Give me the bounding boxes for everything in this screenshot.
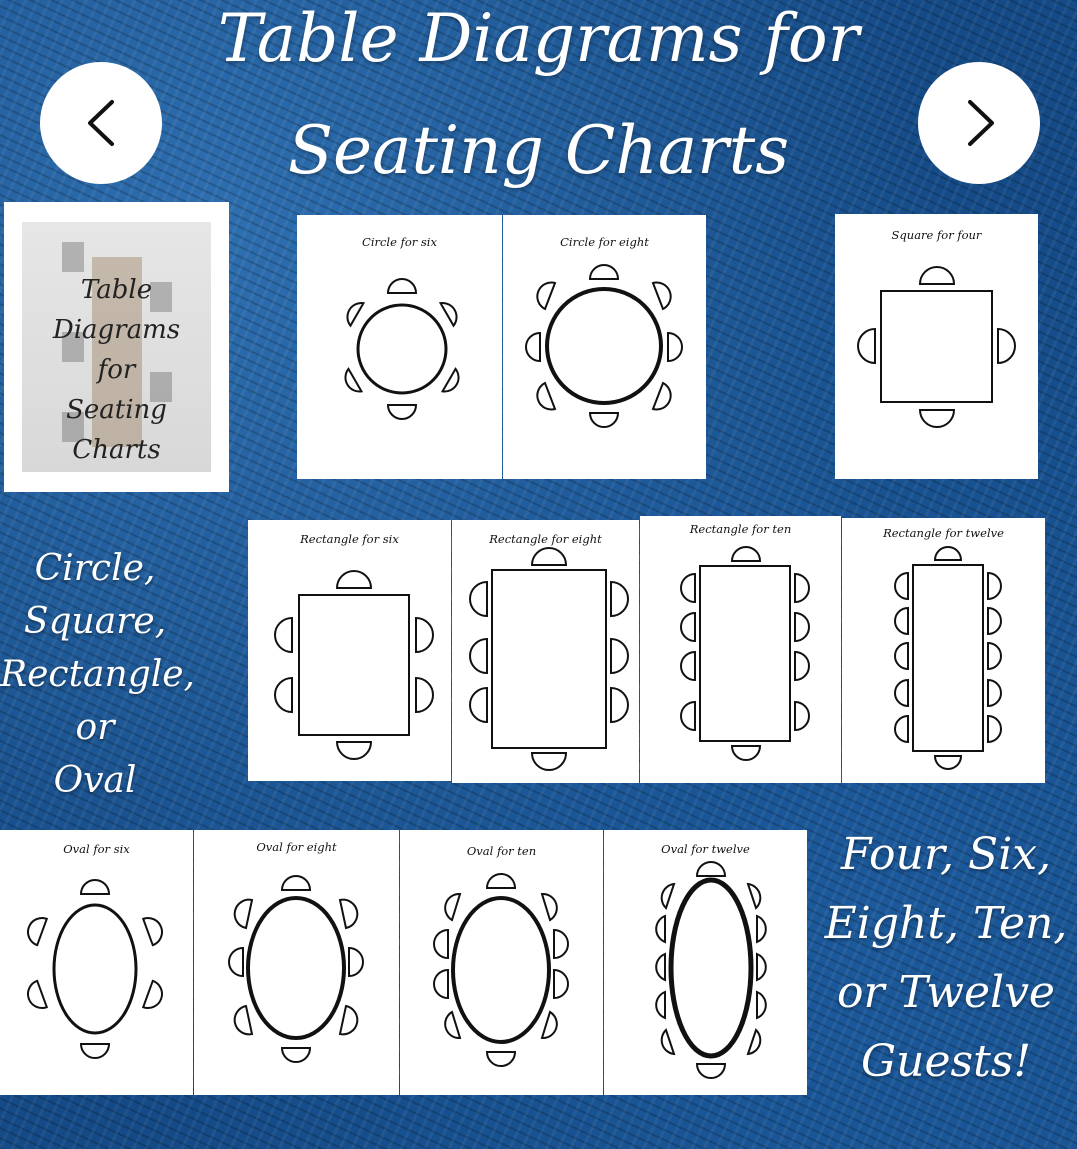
- guests-caption-line: or Twelve: [837, 967, 1055, 1018]
- shapes-caption-line: Rectangle,: [0, 654, 195, 695]
- card-label: Rectangle for eight: [489, 532, 602, 546]
- square-four-card: [835, 214, 1038, 479]
- card-label: Oval for eight: [256, 840, 337, 854]
- rectangle-ten-card: [640, 516, 841, 783]
- rectangle-ten-diagram: [640, 516, 841, 783]
- oval-six-card: [0, 830, 193, 1095]
- circle-eight-diagram: [503, 215, 706, 479]
- oval-eight-diagram: [194, 830, 399, 1095]
- guests-caption-line: Four, Six,: [840, 829, 1052, 880]
- circle-six-diagram: [297, 215, 502, 479]
- card-label: Circle for six: [362, 235, 437, 249]
- oval-twelve-diagram: [604, 830, 807, 1095]
- shapes-caption-line: or: [75, 707, 115, 748]
- cover-title-line: for: [97, 355, 136, 385]
- cover-title-line: Charts: [72, 435, 161, 465]
- next-button[interactable]: [918, 62, 1040, 184]
- oval-ten-card: [400, 830, 603, 1095]
- card-label: Square for four: [891, 228, 982, 242]
- card-label: Circle for eight: [560, 235, 649, 249]
- card-label: Rectangle for six: [300, 532, 399, 546]
- oval-ten-diagram: [400, 830, 603, 1095]
- guests-caption-line: Guests!: [860, 1036, 1032, 1087]
- cover-title-line: Table: [80, 275, 153, 305]
- card-label: Rectangle for twelve: [883, 526, 1004, 540]
- rectangle-eight-card: [452, 520, 639, 783]
- page-title-line-2: Seating Charts: [287, 112, 790, 189]
- card-label: Oval for six: [63, 842, 130, 856]
- circle-eight-card: [503, 215, 706, 479]
- card-label: Rectangle for ten: [689, 522, 792, 536]
- shapes-caption: [0, 542, 195, 807]
- rectangle-twelve-diagram: [842, 518, 1045, 783]
- cover-title: [22, 270, 211, 470]
- rectangle-eight-diagram: [452, 520, 639, 783]
- shapes-caption-line: Square,: [23, 601, 167, 642]
- cover-title-line: Diagrams: [52, 315, 181, 345]
- rectangle-six-diagram: [248, 520, 451, 781]
- card-label: Oval for twelve: [661, 842, 750, 856]
- oval-six-diagram: [0, 830, 193, 1095]
- guests-caption: [815, 820, 1077, 1096]
- shapes-caption-line: Oval: [53, 760, 137, 801]
- chevron-right-icon: [918, 62, 1040, 184]
- oval-eight-card: [194, 830, 399, 1095]
- previous-button[interactable]: [40, 62, 162, 184]
- card-label: Oval for ten: [466, 844, 537, 858]
- guests-caption-line: Eight, Ten,: [824, 898, 1068, 949]
- cover-image: [22, 222, 211, 472]
- rectangle-twelve-card: [842, 518, 1045, 783]
- oval-twelve-card: [604, 830, 807, 1095]
- cover-thumbnail: [4, 202, 229, 492]
- chevron-left-icon: [40, 62, 162, 184]
- cover-title-line: Seating: [66, 395, 167, 425]
- page-title-line-1: Table Diagrams for: [217, 0, 860, 77]
- square-four-diagram: [835, 214, 1038, 479]
- rectangle-six-card: [248, 520, 451, 781]
- shapes-caption-line: Circle,: [34, 548, 156, 589]
- circle-six-card: [297, 215, 502, 479]
